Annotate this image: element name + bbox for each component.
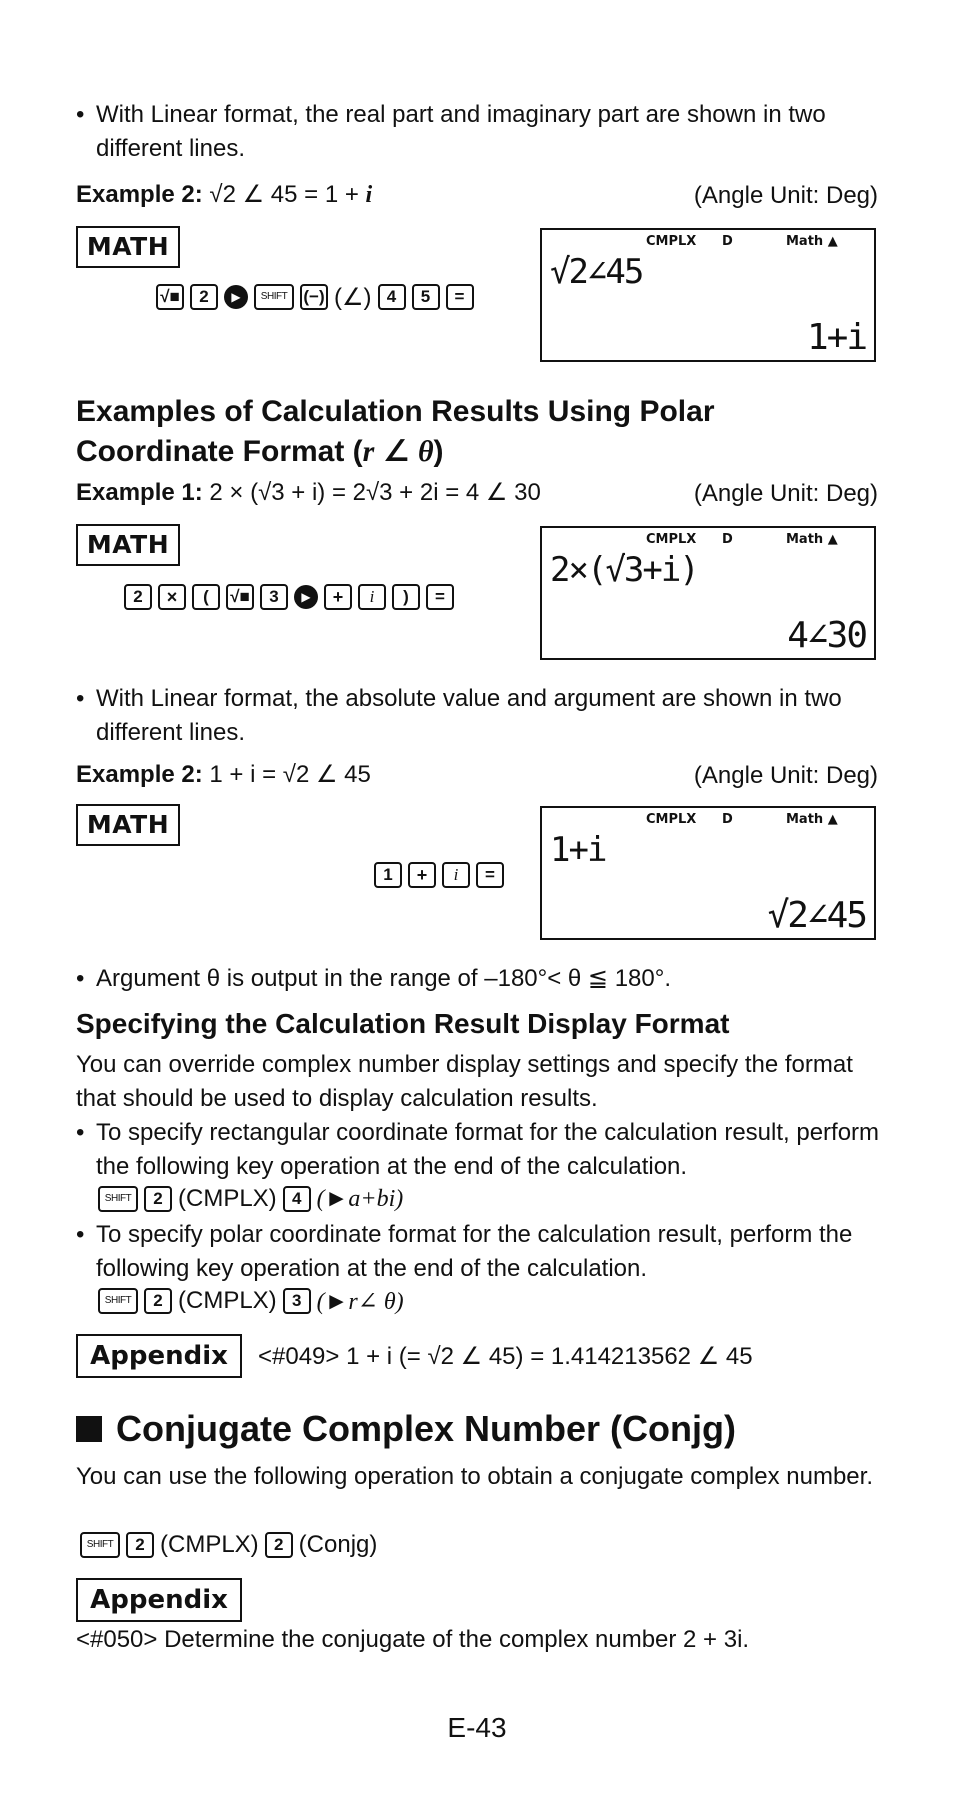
bullet-dot: •: [76, 1119, 85, 1146]
bullet-text: With Linear format, the real part and imaginary part are shown in two different lines.: [96, 101, 826, 162]
lcd-status-cmplx: CMPLX: [646, 532, 697, 547]
imag-unit: i: [365, 182, 373, 208]
key-sequence-polar: [98, 1286, 404, 1316]
key-sqrt[interactable]: √■: [226, 584, 254, 610]
key-shift[interactable]: SHIFT: [98, 1288, 138, 1314]
key-open-paren[interactable]: (: [192, 584, 220, 610]
bullet-dot: •: [76, 965, 85, 992]
key-shift[interactable]: SHIFT: [80, 1532, 120, 1558]
bullet-text: To specify polar coordinate format for the calculation result, perform the following key operation at the end of the calculation.: [96, 1221, 853, 1282]
angle-unit: (Angle Unit: Deg): [693, 762, 878, 789]
key-3[interactable]: 3: [260, 584, 288, 610]
appendix-text: <#050> Determine the conjugate of the complex number 2 + 3i.: [76, 1626, 750, 1653]
key-angle-label: (∠): [334, 283, 372, 311]
angle-unit: (Angle Unit: Deg): [693, 480, 878, 507]
lcd-result: √2∠45: [767, 895, 866, 936]
lcd-status-deg: D: [722, 812, 733, 827]
key-5[interactable]: 5: [412, 284, 440, 310]
key-sqrt[interactable]: √■: [156, 284, 184, 310]
bullet-text: To specify rectangular coordinate format for the calculation result, perform the following key operation at the end of the calculation.: [96, 1119, 880, 1180]
angle-unit: (Angle Unit: Deg): [693, 182, 878, 209]
key-sequence-conjg: [80, 1530, 377, 1560]
key-right-arrow[interactable]: ▶: [224, 285, 248, 309]
key-shift[interactable]: SHIFT: [254, 284, 294, 310]
cmplx-label: (CMPLX): [160, 1531, 259, 1558]
key-negative[interactable]: (−): [300, 284, 328, 310]
specify-intro: You can override complex number display settings and specify the format that should be used to display calculation results.: [76, 1051, 853, 1112]
square-bullet-icon: [76, 1416, 102, 1442]
key-2[interactable]: 2: [126, 1532, 154, 1558]
example-equation: 1 + i = √2 ∠ 45: [209, 761, 371, 788]
example1-polar-line: [76, 478, 541, 507]
polar-heading-text: Examples of Calculation Results Using Polar Coordinate Format (: [76, 395, 715, 468]
specify-heading: Specifying the Calculation Result Display Format: [76, 1008, 730, 1039]
bullet-argument: [76, 962, 876, 996]
bullet-dot: •: [76, 685, 85, 712]
lcd-expression: √2∠45: [550, 252, 643, 292]
math-badge: MATH: [76, 524, 180, 566]
lcd-result: 4∠30: [787, 615, 866, 656]
key-close-paren[interactable]: ): [392, 584, 420, 610]
key-4[interactable]: 4: [283, 1186, 311, 1212]
bullet-linear-polar: [76, 682, 876, 750]
key-sequence: [124, 582, 454, 612]
cmplx-label: (CMPLX): [178, 1287, 277, 1314]
key-plus[interactable]: +: [324, 584, 352, 610]
key-sequence: [156, 282, 474, 312]
example-label: Example 2:: [76, 181, 203, 208]
lcd-display: [540, 806, 876, 940]
key-i[interactable]: i: [442, 862, 470, 888]
lcd-result: 1+i: [806, 317, 866, 358]
appendix-text: <#049> 1 + i (= √2 ∠ 45) = 1.414213562 ∠ 45: [258, 1343, 753, 1370]
example-label: Example 1:: [76, 479, 203, 506]
key-shift[interactable]: SHIFT: [98, 1186, 138, 1212]
bullet-text: With Linear format, the absolute value and argument are shown in two different lines.: [96, 685, 842, 746]
bullet-linear-rect: [76, 98, 876, 166]
lcd-status-cmplx: CMPLX: [646, 812, 697, 827]
lcd-status-deg: D: [722, 532, 733, 547]
conjg-heading-text: Conjugate Complex Number (Conjg): [116, 1408, 736, 1449]
example-equation: 2 × (√3 + i) = 2√3 + 2i = 4 ∠ 30: [209, 479, 541, 506]
polar-format-label: (►r∠ θ): [316, 1288, 404, 1315]
math-badge: MATH: [76, 226, 180, 268]
example-equation: √2 ∠ 45 = 1 +: [209, 181, 366, 208]
heading-angle: ∠: [374, 435, 418, 468]
lcd-display: [540, 228, 876, 362]
bullet-polar-format: [76, 1218, 886, 1286]
bullet-rect-format: [76, 1116, 886, 1184]
heading-r: r: [362, 435, 375, 468]
lcd-expression: 1+i: [550, 830, 606, 870]
bullet-dot: •: [76, 101, 85, 128]
key-equals[interactable]: =: [446, 284, 474, 310]
lcd-status-deg: D: [722, 234, 733, 249]
key-equals[interactable]: =: [476, 862, 504, 888]
key-multiply[interactable]: ×: [158, 584, 186, 610]
key-equals[interactable]: =: [426, 584, 454, 610]
conjg-heading: [76, 1408, 736, 1450]
key-right-arrow[interactable]: ▶: [294, 585, 318, 609]
heading-theta: θ: [417, 435, 434, 468]
math-badge: MATH: [76, 804, 180, 846]
key-2[interactable]: 2: [144, 1186, 172, 1212]
page-number: E-43: [447, 1712, 507, 1743]
bullet-text: Argument θ is output in the range of –180°< θ ≦ 180°.: [96, 965, 672, 992]
key-plus[interactable]: +: [408, 862, 436, 888]
lcd-expression: 2×(√3+i): [550, 550, 698, 590]
key-4[interactable]: 4: [378, 284, 406, 310]
lcd-status-math: Math ▲: [786, 812, 838, 827]
appendix-badge: Appendix: [76, 1578, 242, 1622]
cmplx-label: (CMPLX): [178, 1185, 277, 1212]
key-i[interactable]: i: [358, 584, 386, 610]
conjg-label: (Conjg): [298, 1531, 378, 1558]
polar-heading: [76, 392, 876, 472]
rect-format-label: (►a+bi): [316, 1185, 404, 1212]
appendix-badge: Appendix: [76, 1334, 242, 1378]
key-2[interactable]: 2: [190, 284, 218, 310]
conjg-intro: You can use the following operation to obtain a conjugate complex number.: [76, 1463, 873, 1490]
key-2[interactable]: 2: [144, 1288, 172, 1314]
lcd-display: [540, 526, 876, 660]
bullet-dot: •: [76, 1221, 85, 1248]
key-3[interactable]: 3: [283, 1288, 311, 1314]
example2-polar-line: [76, 760, 371, 789]
heading-close: ): [433, 435, 444, 468]
key-sequence-rect: [98, 1184, 403, 1214]
key-2-conjg[interactable]: 2: [265, 1532, 293, 1558]
example-label: Example 2:: [76, 761, 203, 788]
lcd-status-cmplx: CMPLX: [646, 234, 697, 249]
key-2[interactable]: 2: [124, 584, 152, 610]
lcd-status-math: Math ▲: [786, 532, 838, 547]
example2-rect-line: [76, 180, 372, 209]
lcd-status-math: Math ▲: [786, 234, 838, 249]
key-1[interactable]: 1: [374, 862, 402, 888]
key-sequence: [374, 860, 504, 890]
